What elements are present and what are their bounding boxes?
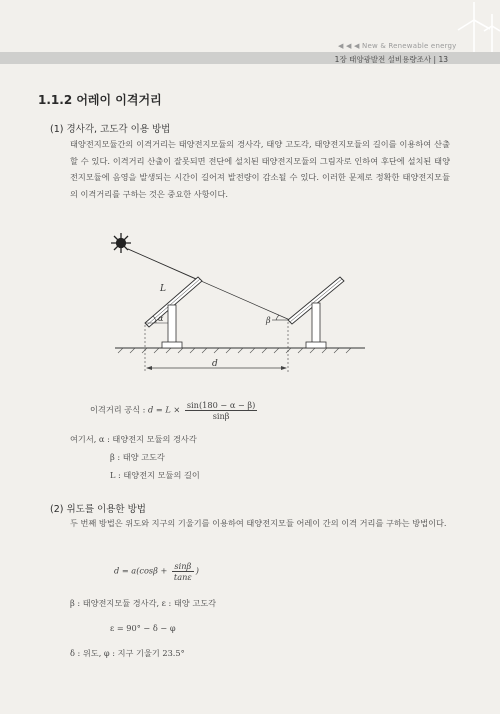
latitude-formula: d = a(cosβ + $\frac{\sin\beta}{\tan\varepsilon}$ ): [114, 561, 199, 582]
def-epsilon-equation: ε = 90° − δ − φ: [110, 623, 176, 633]
sun-icon: [111, 233, 131, 253]
section-title: 1.1.2 어레이 이격거리: [38, 93, 162, 107]
def-beta: β : 태양 고도각: [110, 452, 165, 462]
array-spacing-diagram: [100, 225, 380, 385]
front-solar-module: [145, 277, 202, 348]
def-L: L : 태양전지 모듈의 길이: [110, 470, 200, 480]
def-delta-phi: δ : 위도, φ : 지구 기울기 23.5°: [70, 648, 185, 658]
label-beta: β: [266, 316, 271, 325]
rear-solar-module: [272, 277, 344, 348]
subsection-1-title: (1) 경사각, 고도각 이용 방법: [50, 124, 171, 135]
label-L: L: [160, 284, 166, 294]
label-d: d: [212, 359, 218, 369]
def-alpha: 여기서, α : 태양전지 모듈의 경사각: [70, 434, 197, 444]
def-beta-epsilon: β : 태양전지모듈 경사각, ε : 태양 고도각: [70, 598, 217, 608]
subsection-2-paragraph: 두 번째 방법은 위도와 지구의 기울기를 이용하여 태양전지모듈 어레이 간의 이격 거리를 구하는 방법이다.: [70, 518, 447, 528]
subsection-2-title: (2) 위도를 이용한 방법: [50, 504, 146, 515]
subsection-1-paragraph: 태양전지모듈간의 이격거리는 태양전지모듈의 경사각, 태양 고도각, 태양전지모듈의 길이를 이용하여 산출할 수 있다. 이격거리 산출이 잘못되면 전단에 설치된 태양전지모듈의 그림자로 인하여 후단에 설치된 태양전지모듈에 음영을 발생되는 시간이 길어져 발전량이 감소될 수 있다. 이러한 문제로 정확한 태양전지모듈의 이격거리를 구하는 것은 중요한 사항이다.: [70, 139, 450, 199]
spacing-formula: 이격거리 공식 : d = L × $\frac{\sin(180 - \alpha - \beta)}{\sin\beta}$: [90, 400, 256, 421]
wind-turbine-icon: [448, 0, 500, 52]
label-alpha: α: [158, 314, 164, 323]
header-series: ◀ ◀ ◀ New & Renewable energy: [338, 42, 457, 50]
chapter-page-label: 1장 태양광발전 설비용량조사 | 13: [334, 55, 448, 64]
